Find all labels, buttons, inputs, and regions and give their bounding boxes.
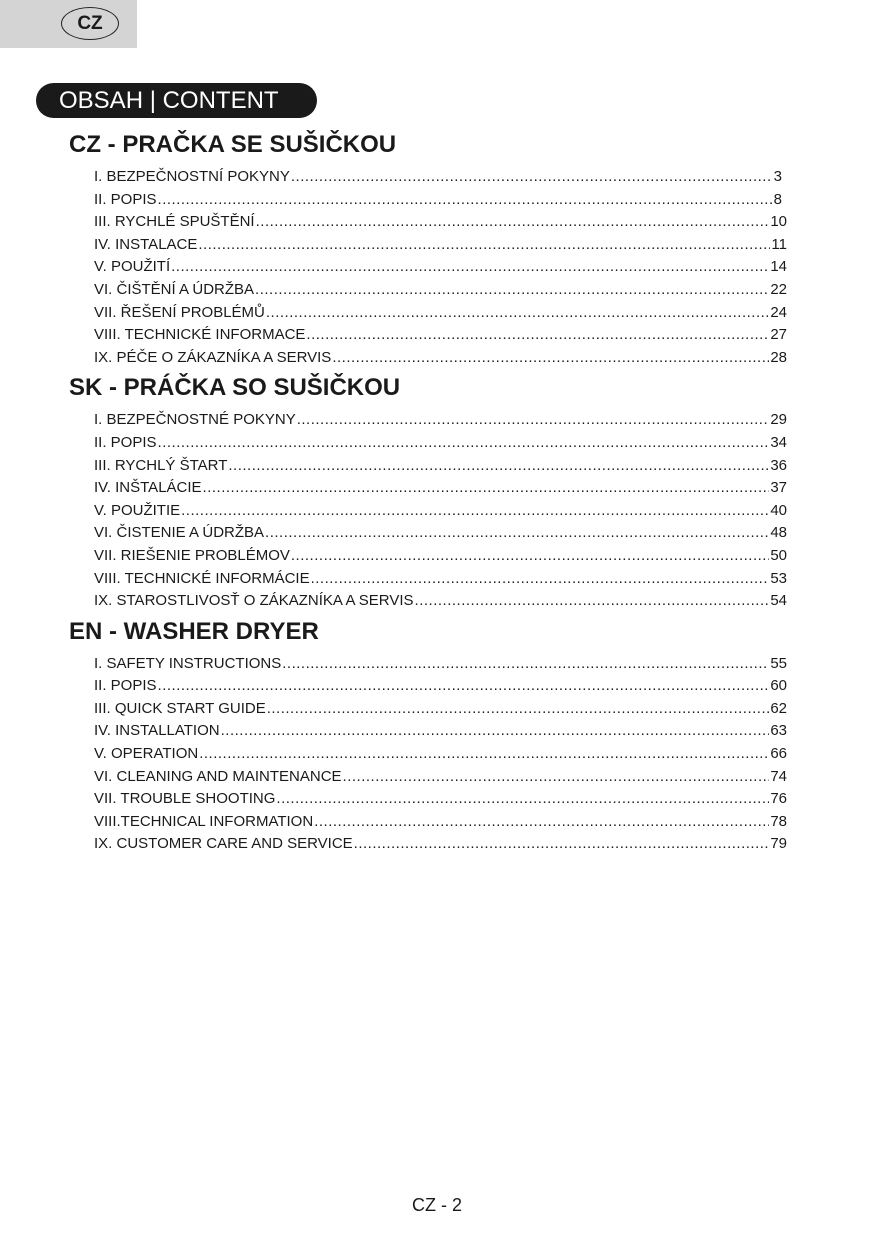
toc-entry-page: 78 <box>770 812 787 830</box>
dot-leader <box>276 788 769 811</box>
dot-leader <box>255 279 769 302</box>
toc-entry[interactable] <box>94 743 787 766</box>
toc-entry-page: 14 <box>770 258 787 276</box>
toc-entry[interactable] <box>94 675 787 698</box>
dot-leader <box>228 455 769 478</box>
toc-entry-label: VI. CLEANING AND MAINTENANCE <box>94 767 342 785</box>
toc-entry[interactable] <box>94 653 787 676</box>
dot-leader <box>203 477 770 500</box>
toc-entry[interactable] <box>94 234 787 257</box>
toc-entry-page: 50 <box>770 546 787 564</box>
toc-entry-label: VII. RIEŠENIE PROBLÉMOV <box>94 546 290 564</box>
dot-leader <box>199 743 769 766</box>
toc-entry[interactable] <box>94 545 787 568</box>
toc-entry-label: VII. TROUBLE SHOOTING <box>94 790 276 808</box>
toc-entry-label: VI. ČIŠTĚNÍ A ÚDRŽBA <box>94 280 255 298</box>
toc-entry[interactable] <box>94 500 787 523</box>
toc-entry[interactable] <box>94 477 787 500</box>
toc-entry[interactable] <box>94 347 787 370</box>
toc-section <box>69 128 787 369</box>
toc-entry-label: V. POUŽITIE <box>94 501 181 519</box>
toc-entry-label: V. POUŽITÍ <box>94 258 171 276</box>
toc-section <box>69 615 787 856</box>
toc-entry[interactable] <box>94 568 787 591</box>
toc-entry-label: IX. STAROSTLIVOSŤ O ZÁKAZNÍKA A SERVIS <box>94 592 414 610</box>
toc-entry[interactable] <box>94 324 787 347</box>
toc-entry-label: II. POPIS <box>94 677 157 695</box>
page-number: CZ - 2 <box>411 1195 462 1215</box>
dot-leader <box>158 189 773 212</box>
dot-leader <box>181 500 769 523</box>
toc-entry[interactable] <box>94 256 787 279</box>
table-of-contents <box>69 128 787 858</box>
toc-entry-page: 11 <box>771 235 787 253</box>
toc-entry[interactable] <box>94 455 787 478</box>
toc-entry[interactable] <box>94 279 787 302</box>
section-title: SK - PRÁČKA SO SUŠIČKOU <box>69 374 401 402</box>
toc-entry-label: VI. ČISTENIE A ÚDRŽBA <box>94 524 265 542</box>
dot-leader <box>291 545 769 568</box>
toc-entry[interactable] <box>94 788 787 811</box>
dot-leader <box>332 347 769 370</box>
toc-entry-label: III. RYCHLÉ SPUŠTĚNÍ <box>94 213 255 231</box>
toc-entry[interactable] <box>94 833 787 856</box>
toc-entry[interactable] <box>94 720 787 743</box>
toc-section <box>69 371 787 612</box>
toc-entry-label: VIII. TECHNICKÉ INFORMACE <box>94 326 306 344</box>
toc-entry-label: IX. PÉČE O ZÁKAZNÍKA A SERVIS <box>94 348 332 366</box>
toc-entry-page: 34 <box>770 433 787 451</box>
toc-entry-page: 8 <box>773 190 782 208</box>
toc-entry[interactable] <box>94 302 787 325</box>
language-tab <box>0 0 137 48</box>
dot-leader <box>221 720 770 743</box>
toc-entry-page: 53 <box>770 569 787 587</box>
dot-leader <box>306 324 769 347</box>
dot-leader <box>415 590 770 613</box>
toc-entry-label: IV. INSTALACE <box>94 235 198 253</box>
toc-entry[interactable] <box>94 811 787 834</box>
dot-leader <box>354 833 770 856</box>
toc-entry-page: 66 <box>770 745 787 763</box>
toc-entry-page: 76 <box>770 790 787 808</box>
dot-leader <box>297 409 770 432</box>
toc-entry[interactable] <box>94 189 787 212</box>
toc-entry-label: III. RYCHLÝ ŠTART <box>94 456 228 474</box>
toc-entry-label: VII. ŘEŠENÍ PROBLÉMŮ <box>94 303 265 321</box>
toc-entry-label: I. BEZPEČNOSTNÍ POKYNY <box>94 168 290 185</box>
toc-entry[interactable] <box>94 522 787 545</box>
toc-entry-page: 54 <box>770 592 787 610</box>
toc-entry-label: II. POPIS <box>94 190 157 208</box>
toc-entry-page: 36 <box>770 456 787 474</box>
toc-entry-page: 62 <box>770 699 787 717</box>
toc-entry-page: 22 <box>770 280 787 298</box>
toc-entry-page: 60 <box>770 677 787 695</box>
dot-leader <box>267 698 770 721</box>
toc-entry-page: 48 <box>770 524 787 542</box>
dot-leader <box>314 811 769 834</box>
toc-entry[interactable] <box>94 766 787 789</box>
dot-leader <box>256 211 770 234</box>
contents-banner: OBSAH | CONTENT <box>36 83 317 118</box>
section-title: CZ - PRAČKA SE SUŠIČKOU <box>69 131 397 158</box>
toc-entry[interactable] <box>94 409 787 432</box>
dot-leader <box>171 256 769 279</box>
toc-entry-page: 63 <box>770 722 787 740</box>
dot-leader <box>198 234 770 257</box>
dot-leader <box>343 766 770 789</box>
dot-leader <box>266 302 769 325</box>
dot-leader <box>282 653 769 676</box>
toc-entry-page: 29 <box>770 411 787 429</box>
toc-entry-page: 79 <box>770 835 787 853</box>
toc-entry-page: 28 <box>770 348 787 366</box>
toc-entry-label: I. SAFETY INSTRUCTIONS <box>94 654 282 672</box>
toc-entry-page: 10 <box>770 213 787 231</box>
toc-entry-label: IV. INŠTALÁCIE <box>94 479 202 497</box>
toc-entry-page: 40 <box>770 501 787 519</box>
toc-entry-label: III. QUICK START GUIDE <box>94 699 266 717</box>
dot-leader <box>291 166 773 189</box>
toc-entry-label: I. BEZPEČNOSTNÉ POKYNY <box>94 411 296 429</box>
dot-leader <box>158 432 770 455</box>
toc-entry-label: VIII. TECHNICKÉ INFORMÁCIE <box>94 569 310 587</box>
toc-entry[interactable] <box>94 166 787 189</box>
toc-entry[interactable] <box>94 590 787 613</box>
toc-entry-page: 27 <box>770 326 787 344</box>
dot-leader <box>158 675 770 698</box>
toc-entry-label: V. OPERATION <box>94 745 199 763</box>
toc-entry-label: II. POPIS <box>94 433 157 451</box>
section-title: EN - WASHER DRYER <box>69 617 319 645</box>
toc-entry-label: IX. CUSTOMER CARE AND SERVICE <box>94 835 353 853</box>
toc-entry-label: VIII.TECHNICAL INFORMATION <box>94 812 314 830</box>
toc-entry[interactable] <box>94 698 787 721</box>
toc-entry-page: 74 <box>770 767 787 785</box>
toc-entry[interactable] <box>94 432 787 455</box>
toc-entry[interactable] <box>94 211 787 234</box>
language-badge: CZ <box>61 7 119 40</box>
toc-entry-page: 24 <box>770 303 787 321</box>
toc-entry-page: 55 <box>770 654 787 672</box>
toc-entry-label: IV. INSTALLATION <box>94 722 220 740</box>
dot-leader <box>311 568 770 591</box>
toc-entry-page: 3 <box>773 168 782 185</box>
dot-leader <box>265 522 769 545</box>
toc-entry-page: 37 <box>770 479 787 497</box>
